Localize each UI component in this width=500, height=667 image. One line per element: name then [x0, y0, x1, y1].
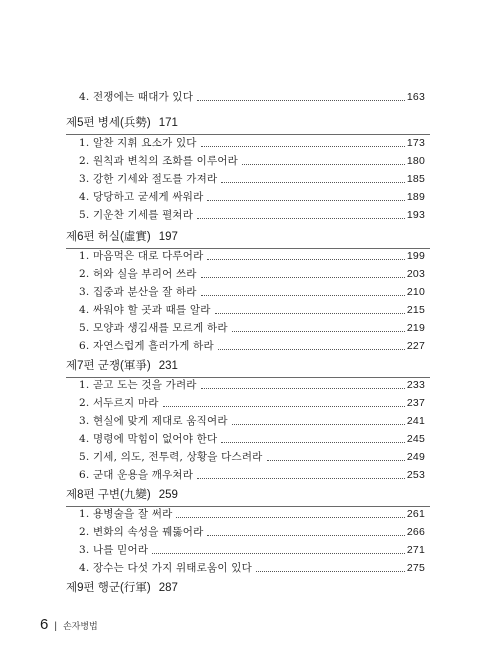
leader-dots: [201, 294, 405, 296]
leader-dots: [201, 276, 405, 278]
toc-entry-page: 253: [406, 469, 425, 481]
toc-entry-text: 2. 허와 실을 부리어 쓰라: [79, 268, 197, 280]
toc-entry-text: 3. 집중과 분산을 잘 하라: [79, 286, 197, 298]
toc-entry-page: 249: [406, 451, 425, 463]
toc-entry-page: 199: [406, 250, 425, 262]
leader-dots: [207, 534, 404, 536]
toc-entry: [79, 430, 425, 446]
toc-entry-page: 241: [406, 415, 425, 427]
toc-entry: [79, 376, 425, 392]
toc-entry: [79, 523, 425, 539]
toc-entry: [79, 412, 425, 428]
toc-entry-page: 189: [406, 191, 425, 203]
section-title: 제6편 허실(虛實): [66, 231, 151, 243]
toc-entry-text: 1. 알찬 지휘 요소가 있다: [79, 137, 197, 149]
toc-entry-text: 6. 군대 운용을 깨우쳐라: [79, 469, 194, 481]
leader-dots: [267, 459, 405, 461]
toc-entry-text: 5. 기운찬 기세를 펼쳐라: [79, 209, 194, 221]
toc-entry-text: 5. 기세, 의도, 전투력, 상황을 다스려라: [79, 451, 263, 463]
section-title: 제5편 병세(兵勢): [66, 117, 151, 129]
toc-entry-text: 2. 원칙과 변칙의 조화를 이루어라: [79, 155, 239, 167]
book-title: 손자병법: [62, 622, 98, 632]
toc-entry: [79, 466, 425, 482]
section-heading: [66, 357, 178, 375]
section-title: 제8편 구변(九變): [66, 489, 151, 501]
toc-entry-page: 173: [406, 137, 425, 149]
toc-entry-text: 1. 용병술을 잘 써라: [79, 508, 173, 520]
toc-entry-text: 2. 서두르지 마라: [79, 397, 159, 409]
toc-entry: [79, 283, 425, 299]
toc-entry: [79, 134, 425, 150]
footer-separator: |: [54, 621, 57, 632]
toc-entry-page: 215: [406, 304, 425, 316]
leader-dots: [218, 348, 405, 350]
section-start-page: 287: [158, 582, 178, 594]
toc-entry-page: 219: [406, 322, 425, 334]
toc-entry: [79, 152, 425, 168]
leader-dots: [207, 199, 404, 201]
section-heading: [66, 228, 178, 246]
toc-entry-page: 210: [406, 286, 425, 298]
toc-entry-text: 3. 나를 믿어라: [79, 544, 149, 556]
section-start-page: 259: [158, 489, 178, 501]
toc-entry: [79, 541, 425, 557]
toc-entry-text: 1. 마음먹은 대로 다루어라: [79, 250, 204, 262]
toc-entry-page: 233: [406, 379, 425, 391]
toc-entry: [79, 559, 425, 575]
toc-entry-text: 4. 당당하고 굳세게 싸워라: [79, 191, 204, 203]
toc-entry: [79, 188, 425, 204]
toc-entry-text: 1. 곧고 도는 것을 가려라: [79, 379, 197, 391]
toc-entry-page: 180: [406, 155, 425, 167]
toc-entry-text: 4. 싸워야 할 곳과 때를 알라: [79, 304, 211, 316]
leader-dots: [256, 570, 405, 572]
toc-entry: [79, 265, 425, 281]
toc-entry-page: 163: [406, 91, 425, 103]
toc-entry: [79, 206, 425, 222]
section-title: 제7편 군쟁(軍爭): [66, 360, 151, 372]
leader-dots: [232, 423, 405, 425]
leader-dots: [232, 330, 405, 332]
toc-entry-text: 4. 명령에 막힘이 없어야 한다: [79, 433, 218, 445]
toc-entry-page: 275: [406, 562, 425, 574]
leader-dots: [197, 477, 405, 479]
leader-dots: [201, 145, 405, 147]
toc-entry-text: 4. 전쟁에는 때대가 있다: [79, 91, 194, 103]
toc-entry: [79, 170, 425, 186]
leader-dots: [221, 181, 405, 183]
toc-entry: [79, 505, 425, 521]
leader-dots: [242, 163, 405, 165]
toc-entry-text: 5. 모양과 생김새를 모르게 하라: [79, 322, 228, 334]
toc-entry-text: 4. 장수는 다섯 가지 위태로움이 있다: [79, 562, 252, 574]
toc-entry-page: 245: [406, 433, 425, 445]
toc-entry: [79, 247, 425, 263]
section-start-page: 231: [158, 360, 178, 372]
toc-entry: [79, 448, 425, 464]
toc-entry-page: 237: [406, 397, 425, 409]
toc-entry-page: 261: [406, 508, 425, 520]
toc-entry: [79, 319, 425, 335]
toc-entry-text: 6. 자연스럽게 흘러가게 하라: [79, 340, 214, 352]
toc-entry: [79, 394, 425, 410]
section-heading: [66, 486, 178, 504]
section-start-page: 171: [158, 117, 178, 129]
toc-entry-text: 2. 변화의 속성을 꿰뚫어라: [79, 526, 204, 538]
toc-entry-text: 3. 강한 기세와 절도를 가져라: [79, 173, 218, 185]
toc-entry: [79, 337, 425, 353]
page-number: 6: [40, 616, 49, 633]
toc-entry: [79, 88, 425, 104]
toc-entry-page: 227: [406, 340, 425, 352]
leader-dots: [197, 217, 405, 219]
section-title: 제9편 행군(行軍): [66, 582, 151, 594]
leader-dots: [197, 99, 405, 101]
leader-dots: [201, 387, 405, 389]
leader-dots: [152, 552, 405, 554]
toc-entry: [79, 301, 425, 317]
toc-entry-page: 271: [406, 544, 425, 556]
section-heading: [66, 579, 178, 597]
leader-dots: [207, 258, 404, 260]
leader-dots: [221, 441, 405, 443]
leader-dots: [215, 312, 405, 314]
toc-entry-page: 203: [406, 268, 425, 280]
section-start-page: 197: [158, 231, 178, 243]
toc-entry-page: 266: [406, 526, 425, 538]
leader-dots: [176, 516, 404, 518]
section-heading: [66, 114, 178, 132]
page-footer: [40, 616, 98, 636]
toc-entry-page: 185: [406, 173, 425, 185]
toc-entry-page: 193: [406, 209, 425, 221]
toc-entry-text: 3. 현실에 맞게 제대로 움직여라: [79, 415, 228, 427]
leader-dots: [163, 405, 405, 407]
